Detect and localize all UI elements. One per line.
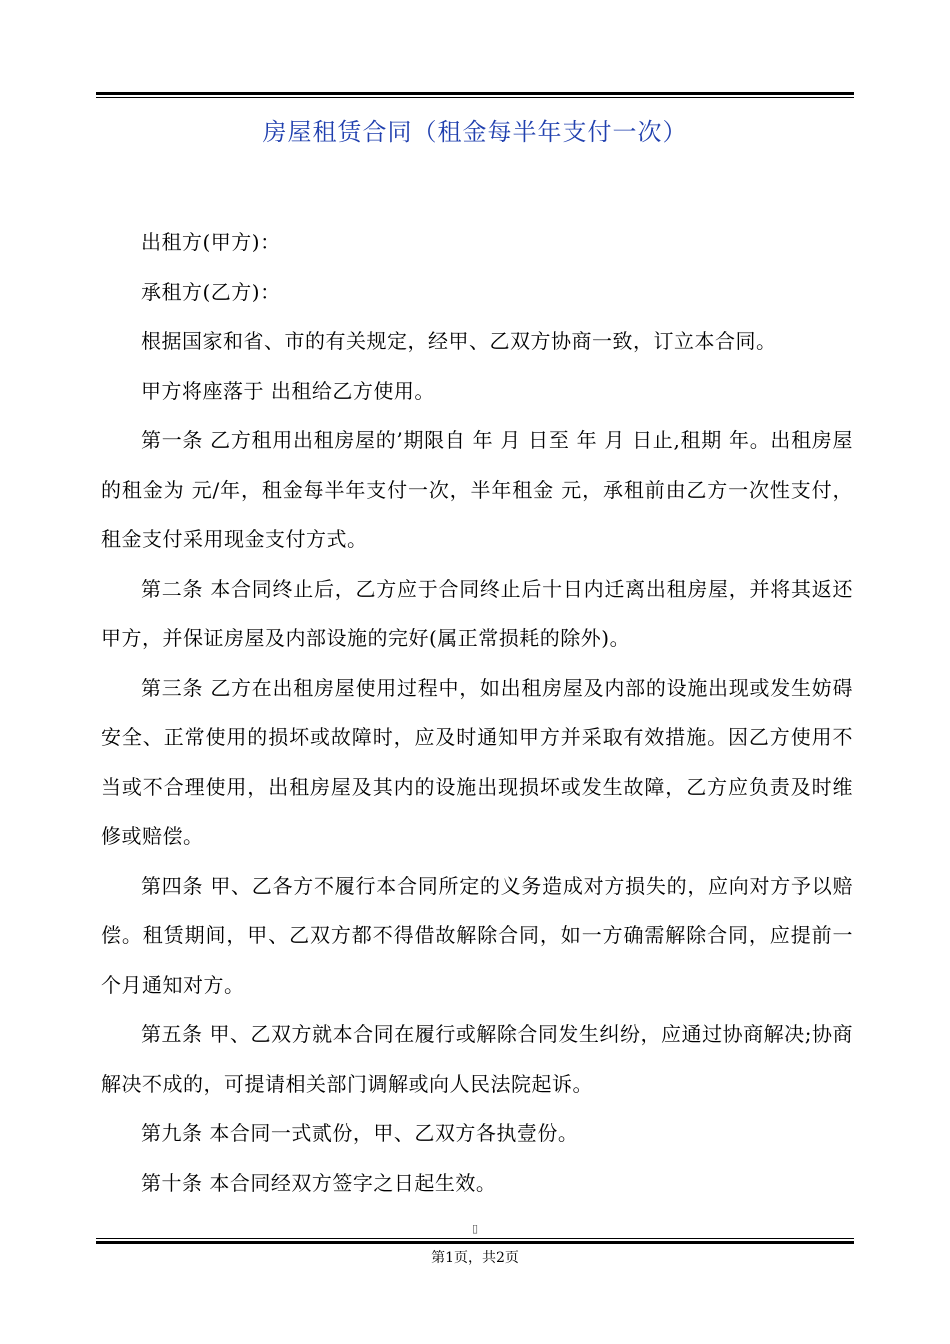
- article-9: 第九条 本合同一式贰份，甲、乙双方各执壹份。: [141, 1121, 579, 1145]
- page-number: 第1页，共2页: [431, 1250, 519, 1266]
- article-4: 第四条 甲、乙各方不履行本合同所定的义务造成对方损失的，应向对方予以赔偿。租赁期间，甲、乙双方都不得借故解除合同，如一方确需解除合同，应提前一个月通知对方。: [101, 873, 853, 997]
- article-1: 第一条 乙方租用出租房屋的’期限自 年 月 日至 年 月 日止,租期 年。出租房屋的租金为 元/年，租金每半年支付一次，半年租金 元，承租前由乙方一次性支付，租金支付采用现金支付方式。: [101, 428, 853, 551]
- footer-rule-thin: [96, 1238, 854, 1239]
- document-body: [101, 218, 853, 1208]
- party-a-line: 出租方(甲方)：: [141, 230, 281, 254]
- document-title: 房屋租赁合同（租金每半年支付一次）: [262, 118, 688, 146]
- party-b-line: 承租方(乙方)：: [141, 279, 281, 304]
- footer-mark: ▯: [471, 1222, 479, 1235]
- header-rule-thin: [96, 97, 854, 98]
- article-5: 第五条 甲、乙双方就本合同在履行或解除合同发生纠纷，应通过协商解决;协商解决不成的，可提请相关部门调解或向人民法院起诉。: [101, 1022, 853, 1096]
- article-10: 第十条 本合同经双方签字之日起生效。: [141, 1170, 497, 1195]
- footer-rule-thick: [96, 1241, 854, 1244]
- article-3: 第三条 乙方在出租房屋使用过程中，如出租房屋及内部的设施出现或发生妨碍安全、正常使用的损坏或故障时，应及时通知甲方并采取有效措施。因乙方使用不当或不合理使用，出租房屋及其内的设施出现损坏或发生故障，乙方应负责及时维修或赔偿。: [101, 675, 853, 848]
- article-2: 第二条 本合同终止后，乙方应于合同终止后十日内迁离出租房屋，并将其返还甲方，并保证房屋及内部设施的完好(属正常损耗的除外)。: [101, 576, 853, 650]
- header-rule-thick: [96, 92, 854, 95]
- premises-paragraph: 甲方将座落于 出租给乙方使用。: [141, 378, 435, 403]
- preamble-paragraph: 根据国家和省、市的有关规定，经甲、乙双方协商一致，订立本合同。: [141, 329, 777, 353]
